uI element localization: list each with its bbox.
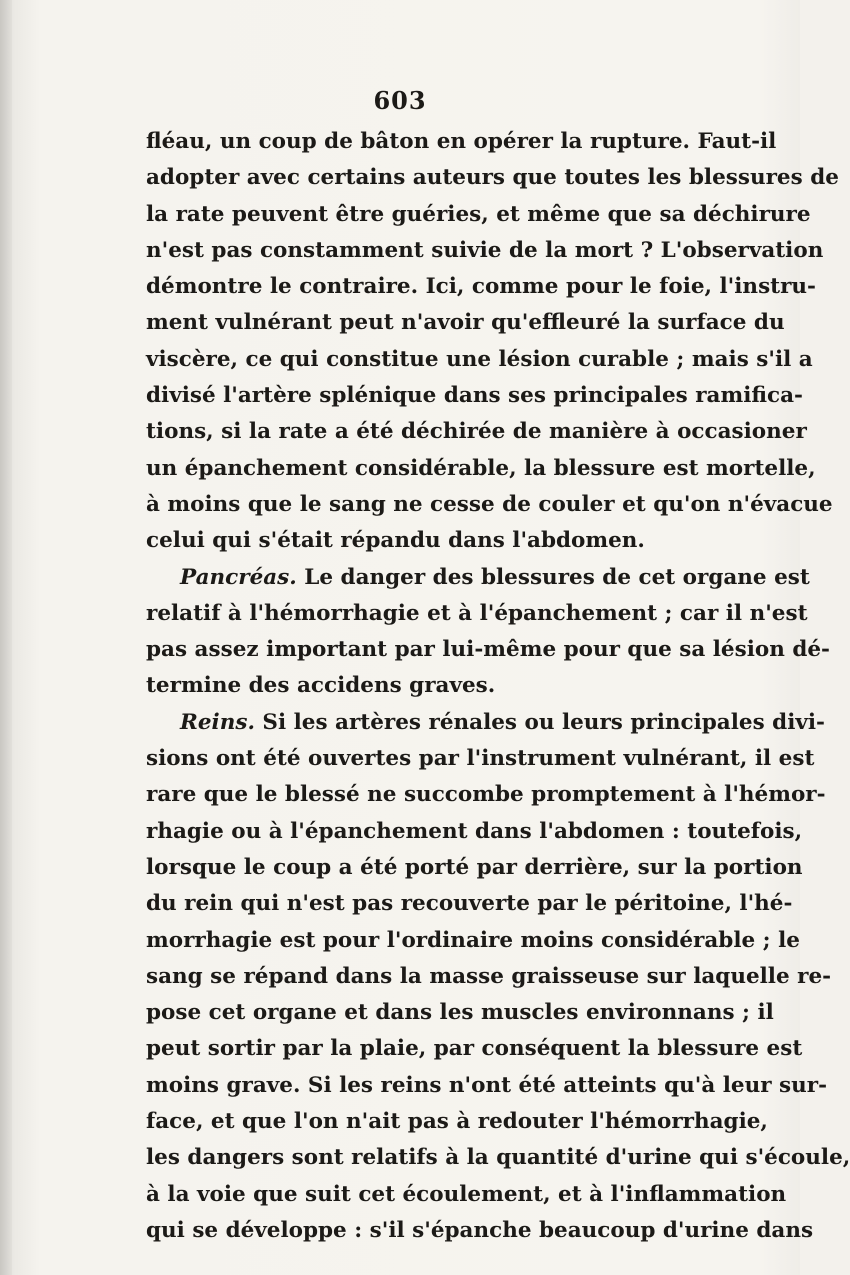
text-line: termine des accidens graves. <box>146 673 496 699</box>
section-lead-reins: Reins. <box>180 709 255 735</box>
text-line: adopter avec certains auteurs que toutes les blessures de <box>146 165 839 191</box>
text-line: viscère, ce qui constitue une lésion curable ; mais s'il a <box>146 346 813 372</box>
text-line: les dangers sont relatifs à la quantité d'urine qui s'écoule, <box>146 1145 850 1171</box>
text-run: Le danger des blessures de cet organe est <box>296 564 810 590</box>
body-text <box>146 124 850 1249</box>
text-line: sions ont été ouvertes par l'instrument vulnérant, il est <box>146 746 815 772</box>
paragraph-first-line <box>146 560 810 596</box>
text-line: fléau, un coup de bâton en opérer la rupture. Faut-il <box>146 129 777 154</box>
text-line: un épanchement considérable, la blessure est mortelle, <box>146 455 816 481</box>
paragraph-first-line <box>146 705 825 741</box>
text-line: n'est pas constamment suivie de la mort ? L'observation <box>146 237 824 263</box>
text-line: celui qui s'était répandu dans l'abdomen. <box>146 528 645 554</box>
text-line: sang se répand dans la masse graisseuse sur laquelle re- <box>146 963 832 989</box>
text-line: pas assez important par lui-même pour que sa lésion dé- <box>146 637 830 663</box>
text-line: morrhagie est pour l'ordinaire moins considérable ; le <box>146 927 800 953</box>
text-line: à moins que le sang ne cesse de couler et qu'on n'évacue <box>146 491 833 517</box>
text-line: relatif à l'hémorrhagie et à l'épanchement ; car il n'est <box>146 600 808 626</box>
section-lead-pancreas: Pancréas. <box>180 564 297 590</box>
text-line: rare que le blessé ne succombe promptement à l'hémor- <box>146 782 826 808</box>
text-line: qui se développe : s'il s'épanche beaucoup d'urine dans <box>146 1217 814 1243</box>
text-line: face, et que l'on n'ait pas à redouter l'hémorrhagie, <box>146 1109 768 1135</box>
page-number: 603 <box>373 86 427 115</box>
page-edge-shadow <box>0 0 12 1275</box>
text-line: moins grave. Si les reins n'ont été atteints qu'à leur sur- <box>146 1072 828 1098</box>
text-line: ment vulnérant peut n'avoir qu'effleuré la surface du <box>146 310 785 336</box>
text-line: peut sortir par la plaie, par conséquent la blessure est <box>146 1036 803 1062</box>
text-line: démontre le contraire. Ici, comme pour le foie, l'instru- <box>146 274 816 300</box>
text-line: à la voie que suit cet écoulement, et à l'inflammation <box>146 1181 787 1207</box>
text-line: pose cet organe et dans les muscles environnans ; il <box>146 1000 774 1026</box>
text-line: rhagie ou à l'épanchement dans l'abdomen : toutefois, <box>146 818 803 844</box>
text-line: la rate peuvent être guéries, et même que sa déchirure <box>146 201 811 227</box>
text-line: divisé l'artère splénique dans ses principales ramifica- <box>146 383 803 409</box>
text-run: Si les artères rénales ou leurs principales divi- <box>254 709 825 735</box>
text-line: lorsque le coup a été porté par derrière, sur la portion <box>146 854 803 880</box>
text-line: tions, si la rate a été déchirée de manière à occasioner <box>146 419 807 445</box>
text-line: du rein qui n'est pas recouverte par le péritoine, l'hé- <box>146 891 793 917</box>
